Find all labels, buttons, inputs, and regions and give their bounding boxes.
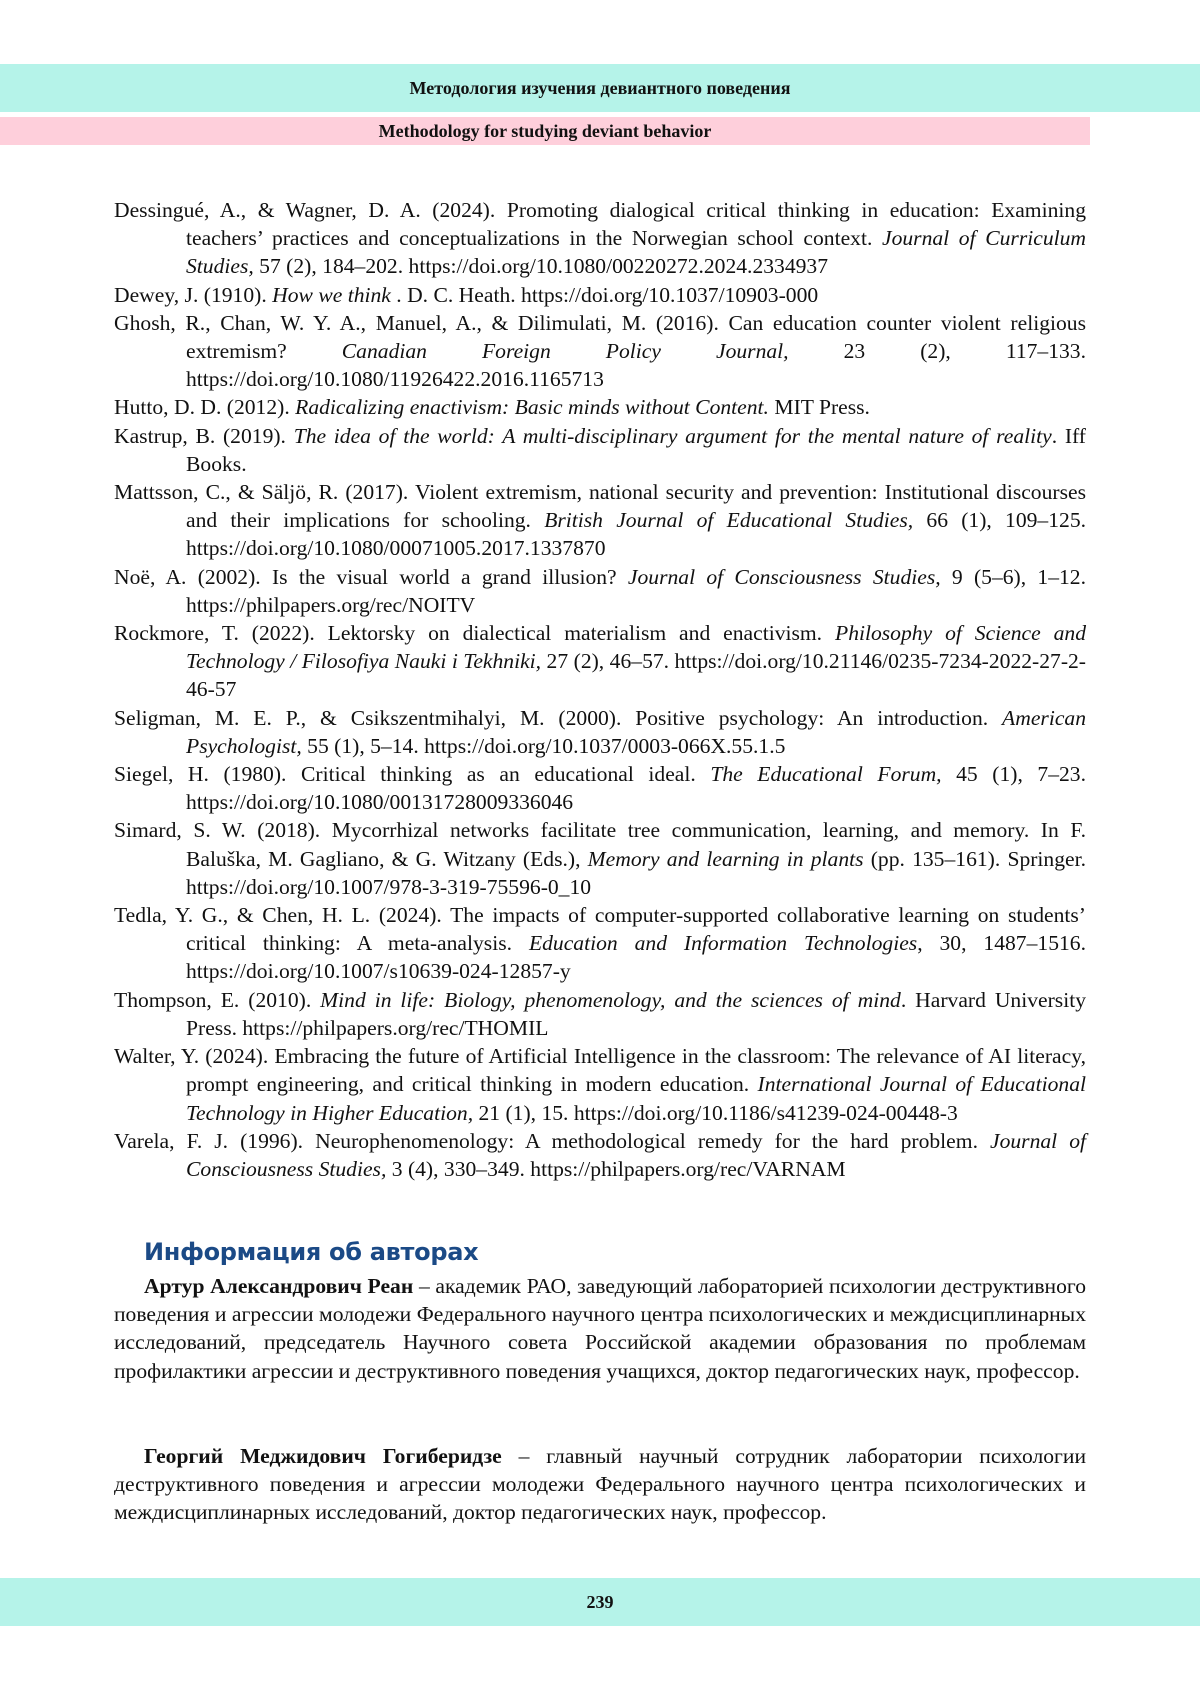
reference-source: British Journal of Educational Studies,: [544, 508, 914, 533]
reference-item: [114, 1127, 1086, 1183]
reference-source: Journal of Curriculum Studies,: [186, 226, 1087, 279]
authors-section-title: Информация об авторах: [144, 1238, 479, 1266]
reference-source: Journal of Consciousness Studies,: [186, 1128, 1086, 1181]
reference-text: Dewey, J. (1910).: [114, 282, 273, 307]
running-header-en: Methodology for studying deviant behavior: [0, 117, 1090, 145]
reference-source: The Educational Forum,: [710, 762, 942, 787]
reference-item: [114, 986, 1086, 1042]
author-info-paragraph: [114, 1272, 1086, 1385]
reference-text: Simard, S. W. (2018). Mycorrhizal networks facilitate tree communication, learning, and memory. In F. Baluška, M. Gagliano, & G. Witzany (Eds.),: [114, 818, 1086, 871]
reference-text: Siegel, H. (1980). Critical thinking as an educational ideal.: [114, 762, 711, 787]
reference-text: Tedla, Y. G., & Chen, H. L. (2024). The impacts of computer-supported collaborative learning on students’ critical thinking: A meta-analysis.: [114, 903, 1086, 956]
reference-details: 9 (5–6), 1–12. https://philpapers.org/rec/NOITV: [186, 564, 1087, 617]
reference-text: Seligman, M. E. P., & Csikszentmihalyi, M. (2000). Positive psychology: An introduction.: [114, 705, 1003, 730]
reference-item: [114, 816, 1086, 901]
reference-source: The idea of the world: A multi-disciplinary argument for the mental nature of reality: [293, 423, 1052, 448]
reference-item: [114, 619, 1086, 704]
page-number: 239: [586, 1591, 614, 1612]
reference-details: 21 (1), 15. https://doi.org/10.1186/s41239-024-00448-3: [473, 1100, 958, 1125]
reference-details: 66 (1), 109–125. https://doi.org/10.1080/00071005.2017.1337870: [186, 508, 1087, 561]
reference-details: 23 (2), 117–133. https://doi.org/10.1080/11926422.2016.1165713: [186, 339, 1087, 392]
reference-text: Kastrup, B. (2019).: [114, 423, 294, 448]
reference-details: . D. C. Heath. https://doi.org/10.1037/10903-000: [390, 282, 819, 307]
reference-details: , 30, 1487–1516. https://doi.org/10.1007/s10639-024-12857-y: [186, 931, 1086, 984]
reference-details: . Harvard University Press. https://philpapers.org/rec/THOMIL: [186, 987, 1086, 1040]
page-footer: [0, 1578, 1200, 1626]
reference-source: Journal of Consciousness Studies,: [627, 564, 941, 589]
reference-text: Dessingué, A., & Wagner, D. A. (2024). Promoting dialogical critical thinking in education: Examining teachers’ practices and conceptualizations in the Norwegian school context.: [114, 198, 1086, 251]
reference-list: [114, 196, 1086, 1183]
reference-item: [114, 901, 1086, 986]
reference-source: International Journal of Educational Technology in Higher Education,: [186, 1072, 1086, 1125]
reference-text: Mattsson, C., & Säljö, R. (2017). Violent extremism, national security and prevention: Institutional discourses and their implications for schooling.: [114, 480, 1086, 533]
reference-details: 27 (2), 46–57. https://doi.org/10.21146/0235-7234-2022-27-2-46-57: [186, 649, 1086, 702]
author-info-paragraph: [114, 1442, 1086, 1527]
reference-source: Education and Information Technologies: [528, 931, 918, 956]
reference-details: 3 (4), 330–349. https://philpapers.org/rec/VARNAM: [386, 1156, 846, 1181]
reference-text: Walter, Y. (2024). Embracing the future of Artificial Intelligence in the classroom: The relevance of AI literacy, prompt engineering, and critical thinking in modern education.: [114, 1044, 1086, 1097]
reference-source: Philosophy of Science and Technology / Filosofiya Nauki i Tekhniki,: [186, 621, 1086, 674]
reference-item: [114, 704, 1086, 760]
reference-item: [114, 760, 1086, 816]
author-name: Георгий Меджидович Гогиберидзе: [144, 1444, 502, 1468]
author-description: – главный научный сотрудник лаборатории психологии деструктивного поведения и агрессии молодежи Федерального научного центра психологических и междисциплинарных исследований, доктор педагогических наук, профессор.: [114, 1444, 1086, 1525]
reference-item: [114, 196, 1086, 281]
reference-source: Memory and learning in plants: [587, 846, 864, 871]
reference-item: [114, 309, 1086, 394]
author-description: – академик РАО, заведующий лабораторией психологии деструктивного поведения и агрессии молодежи Федерального научного центра психологических и междисциплинарных исследований, председатель Научного совета Российской академии образования по проблемам профилактики агрессии и деструктивного поведения учащихся, доктор педагогических наук, профессор.: [114, 1274, 1086, 1383]
reference-details: . Iff Books.: [186, 423, 1086, 476]
reference-text: Noë, A. (2002). Is the visual world a grand illusion?: [114, 564, 628, 589]
reference-details: (pp. 135–161). Springer. https://doi.org/10.1007/978-3-319-75596-0_10: [186, 846, 1087, 899]
reference-details: MIT Press.: [768, 395, 870, 420]
reference-item: [114, 393, 1086, 421]
reference-details: 45 (1), 7–23. https://doi.org/10.1080/00131728009336046: [186, 762, 1086, 815]
reference-text: Rockmore, T. (2022). Lektorsky on dialectical materialism and enactivism.: [114, 621, 835, 646]
reference-details: 57 (2), 184–202. https://doi.org/10.1080/00220272.2024.2334937: [253, 254, 829, 279]
reference-source: Canadian Foreign Policy Journal,: [341, 339, 789, 364]
reference-text: Varela, F. J. (1996). Neurophenomenology: A methodological remedy for the hard problem.: [114, 1128, 990, 1153]
reference-text: Ghosh, R., Chan, W. Y. A., Manuel, A., & Dilimulati, M. (2016). Can education counter violent religious extremism?: [114, 310, 1086, 364]
reference-item: [114, 1042, 1086, 1127]
reference-source: Mind in life: Biology, phenomenology, and the sciences of mind: [320, 987, 901, 1012]
reference-text: Hutto, D. D. (2012).: [114, 395, 296, 420]
author-name: Артур Александрович Реан: [144, 1274, 414, 1298]
reference-text: Thompson, E. (2010).: [114, 987, 321, 1012]
reference-source: Radicalizing enactivism: Basic minds without Content.: [295, 395, 769, 420]
running-header-ru: Методология изучения девиантного поведения: [0, 64, 1200, 112]
reference-item: [114, 281, 1086, 309]
reference-source: How we think: [272, 282, 391, 307]
reference-source: American Psychologist,: [186, 705, 1086, 758]
reference-item: [114, 563, 1086, 619]
reference-item: [114, 422, 1086, 478]
reference-details: 55 (1), 5–14. https://doi.org/10.1037/0003-066X.55.1.5: [301, 733, 786, 758]
reference-item: [114, 478, 1086, 563]
